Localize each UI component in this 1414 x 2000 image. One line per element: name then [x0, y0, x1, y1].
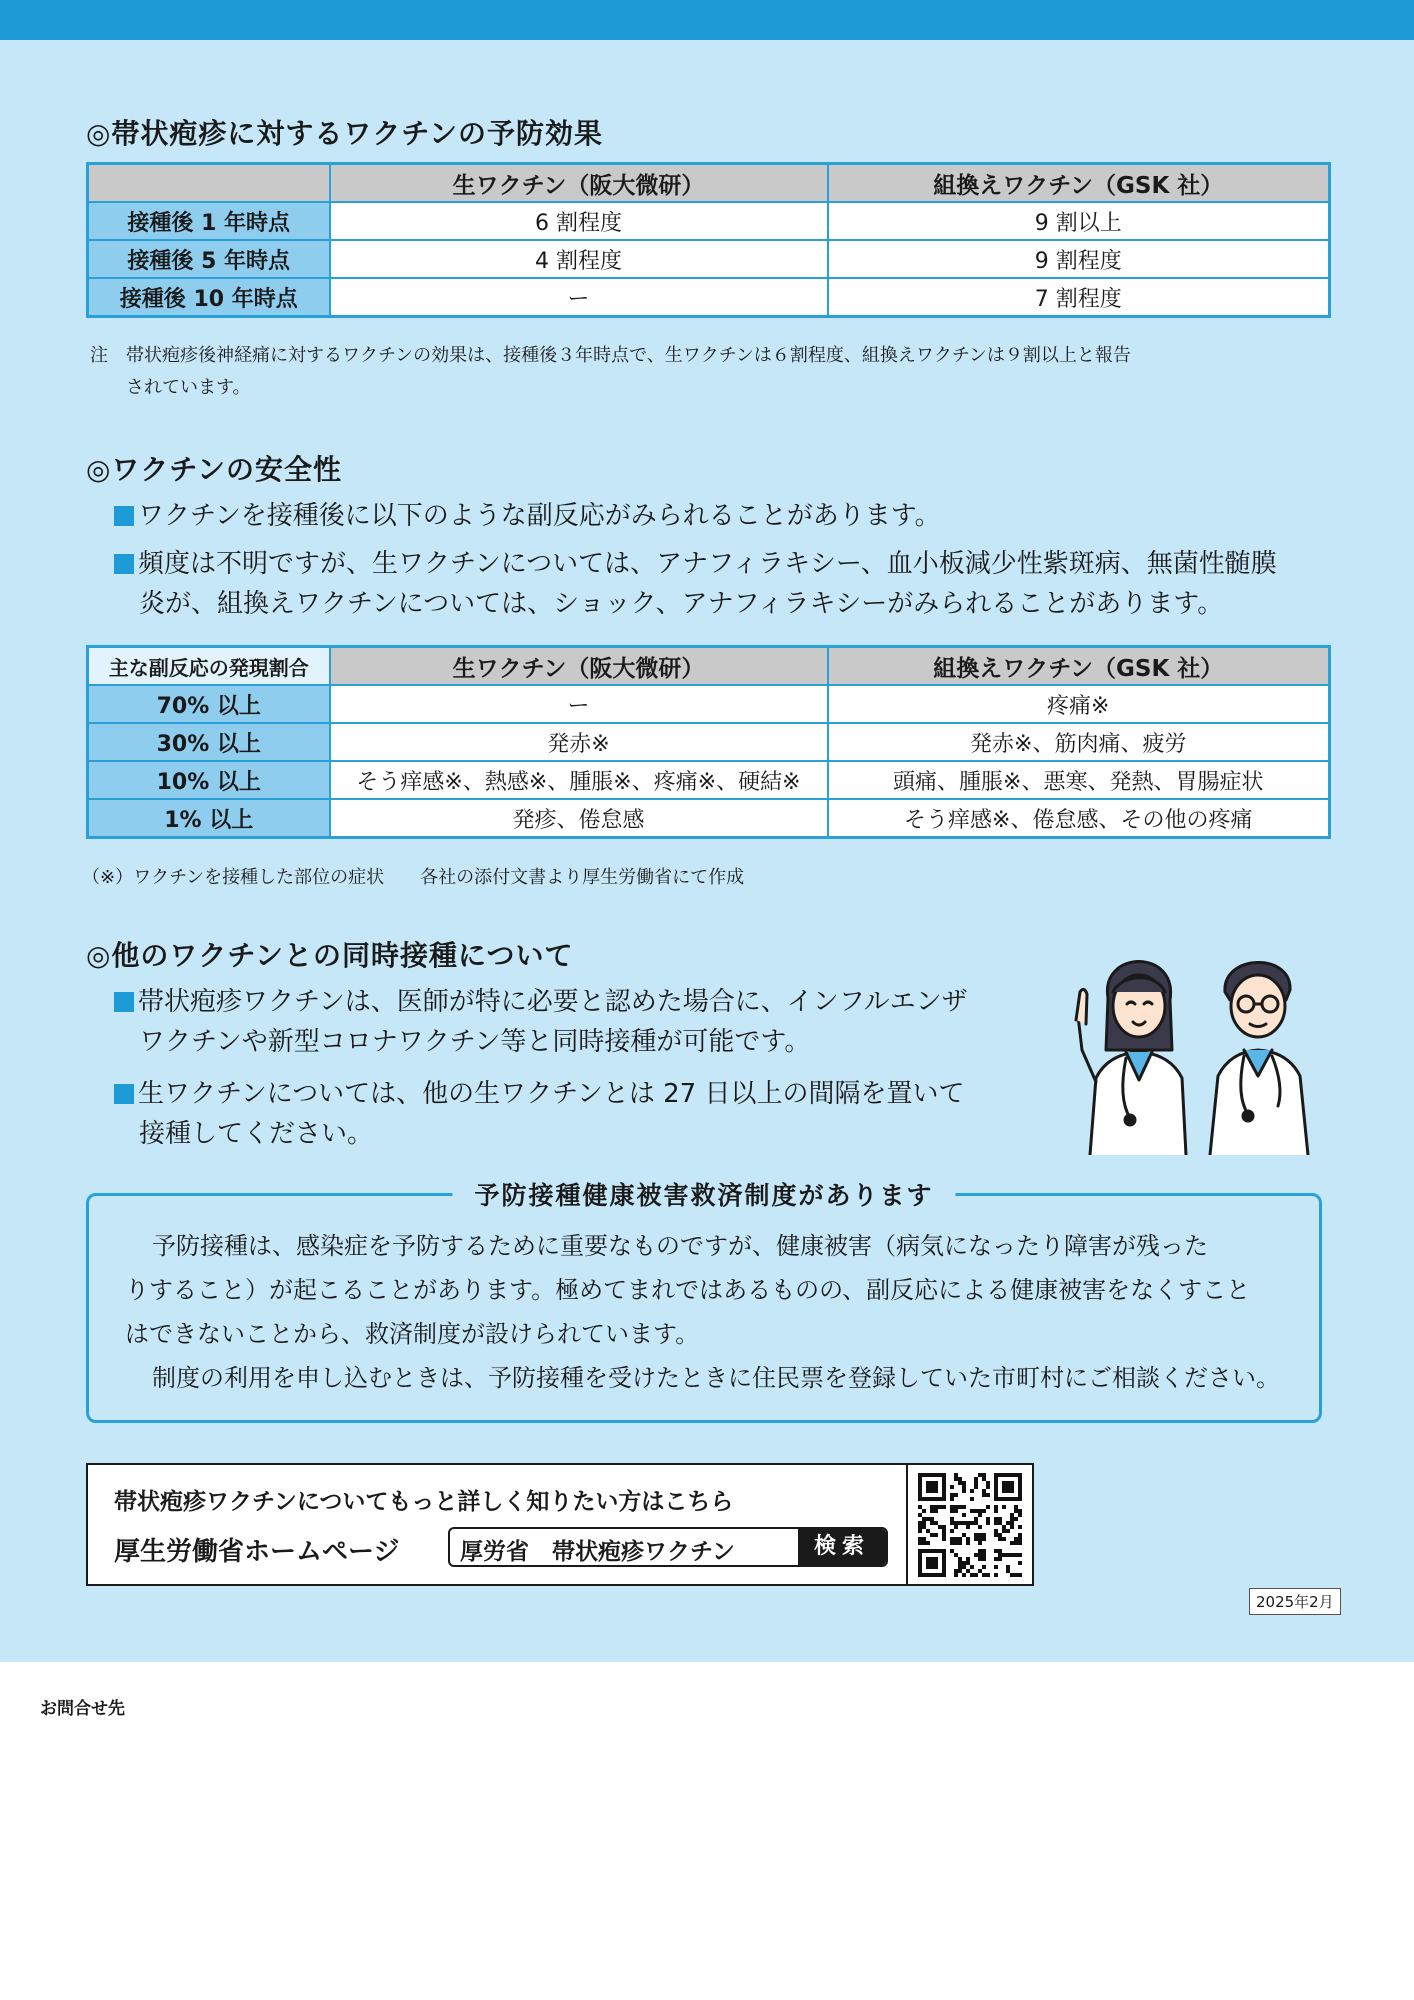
cell-live: 発疹、倦怠感	[330, 799, 828, 838]
note-line: されています。	[126, 377, 251, 398]
column-header-recombinant: 組換えワクチン（GSK 社）	[828, 647, 1330, 686]
section-title-efficacy: ◎帯状疱疹に対するワクチンの予防効果	[86, 117, 604, 150]
cell-recombinant: 発赤※、筋肉痛、疲労	[828, 723, 1330, 761]
relief-line: 予防接種は、感染症を予防するために重要なものですが、健康被害（病気になったり障害が残った	[152, 1232, 1208, 1260]
row-label: 接種後 5 年時点	[88, 240, 330, 278]
cell-live: そう痒感※、熱感※、腫脹※、疼痛※、硬結※	[330, 761, 828, 799]
relief-system-box	[86, 1181, 1322, 1423]
cell-live: 6 割程度	[330, 202, 828, 240]
relief-title: 予防接種健康被害救済制度があります	[452, 1176, 955, 1212]
cell-recombinant: 9 割以上	[828, 202, 1330, 240]
cell-recombinant: 9 割程度	[828, 240, 1330, 278]
row-label: 70% 以上	[88, 685, 330, 723]
relief-line: りすること）が起こることがあります。極めてまれではあるものの、副反応による健康被害をなくすこと	[125, 1276, 1251, 1304]
cell-live: ー	[330, 685, 828, 723]
search-button[interactable]: 検索	[798, 1529, 886, 1565]
table-row	[88, 685, 1330, 723]
table-row	[88, 799, 1330, 838]
bullet-text: 接種してください。	[139, 1119, 374, 1149]
bullet-text: 生ワクチンについては、他の生ワクチンとは 27 日以上の間隔を置いて	[138, 1079, 965, 1109]
bullet-square-icon	[114, 554, 134, 574]
row-label: 1% 以上	[88, 799, 330, 838]
bullet-square-icon	[114, 992, 134, 1012]
note-line: 帯状疱疹後神経痛に対するワクチンの効果は、接種後３年時点で、生ワクチンは６割程度、組換えワクチンは９割以上と報告	[126, 345, 1131, 366]
issue-date: 2025年2月	[1249, 1588, 1341, 1615]
bullet-text: ワクチンを接種後に以下のような副反応がみられることがあります。	[138, 501, 941, 531]
relief-body	[125, 1224, 1295, 1400]
bullet-text: 頻度は不明ですが、生ワクチンについては、アナフィラキシー、血小板減少性紫斑病、無菌性髄膜	[138, 549, 1277, 579]
bullet-item	[114, 982, 968, 1062]
efficacy-table	[86, 162, 1331, 318]
table-header-row	[88, 647, 1330, 686]
section-title-safety: ◎ワクチンの安全性	[86, 453, 343, 486]
table-row	[88, 723, 1330, 761]
table-row	[88, 761, 1330, 799]
table-corner: 主な副反応の発現割合	[88, 647, 330, 686]
column-header-recombinant: 組換えワクチン（GSK 社）	[828, 164, 1330, 203]
more-info-box	[86, 1463, 1034, 1586]
more-info-text: 帯状疱疹ワクチンについてもっと詳しく知りたい方はこちら	[114, 1489, 734, 1515]
qr-code-icon	[918, 1473, 1022, 1577]
header-bar	[0, 0, 1414, 40]
contact-label: お問合せ先	[40, 1699, 125, 1719]
doctors-illustration	[1060, 940, 1340, 1155]
cell-recombinant: 7 割程度	[828, 278, 1330, 317]
column-header-live: 生ワクチン（阪大微研）	[330, 164, 828, 203]
bullet-item	[114, 496, 941, 536]
bullet-text: ワクチンや新型コロナワクチン等と同時接種が可能です。	[139, 1027, 811, 1057]
side-effects-footnote: （※）ワクチンを接種した部位の症状 各社の添付文書より厚生労働省にて作成	[82, 867, 745, 888]
cell-recombinant: 頭痛、腫脹※、悪寒、発熱、胃腸症状	[828, 761, 1330, 799]
bullet-item	[114, 544, 1277, 624]
relief-line: 制度の利用を申し込むときは、予防接種を受けたときに住民票を登録していた市町村にご相談ください。	[152, 1364, 1280, 1392]
search-box[interactable]	[448, 1527, 888, 1567]
bullet-square-icon	[114, 506, 134, 526]
bullet-text: 帯状疱疹ワクチンは、医師が特に必要と認めた場合に、インフルエンザ	[138, 987, 968, 1017]
relief-line: はできないことから、救済制度が設けられています。	[125, 1320, 700, 1348]
search-term: 厚労省 帯状疱疹ワクチン	[460, 1539, 735, 1565]
note-mark: 注	[90, 345, 108, 366]
table-row	[88, 278, 1330, 317]
row-label: 30% 以上	[88, 723, 330, 761]
section-title-coadministration: ◎他のワクチンとの同時接種について	[86, 939, 574, 972]
cell-recombinant: そう痒感※、倦怠感、その他の疼痛	[828, 799, 1330, 838]
qr-code[interactable]	[906, 1465, 1032, 1584]
mhlw-site-label: 厚生労働省ホームページ	[114, 1537, 400, 1567]
bullet-item	[114, 1074, 965, 1154]
cell-live: 発赤※	[330, 723, 828, 761]
bullet-square-icon	[114, 1084, 134, 1104]
efficacy-note	[90, 340, 1340, 404]
column-header-live: 生ワクチン（阪大微研）	[330, 647, 828, 686]
row-label: 10% 以上	[88, 761, 330, 799]
cell-recombinant: 疼痛※	[828, 685, 1330, 723]
table-row	[88, 202, 1330, 240]
table-row	[88, 240, 1330, 278]
table-header-row	[88, 164, 1330, 203]
row-label: 接種後 1 年時点	[88, 202, 330, 240]
row-label: 接種後 10 年時点	[88, 278, 330, 317]
table-corner	[88, 164, 330, 203]
cell-live: 4 割程度	[330, 240, 828, 278]
side-effects-table	[86, 645, 1331, 839]
cell-live: ー	[330, 278, 828, 317]
bullet-text: 炎が、組換えワクチンについては、ショック、アナフィラキシーがみられることがあります。	[139, 589, 1224, 619]
